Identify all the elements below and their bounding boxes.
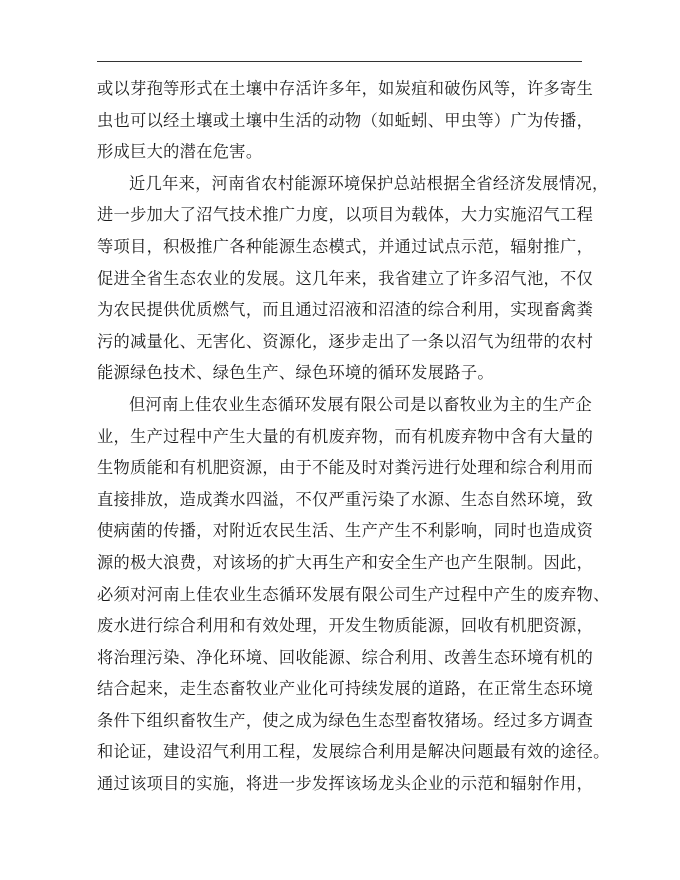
- paragraph-2-line: 促进全省生态农业的发展。这几年来，我省建立了许多沼气池，不仅: [97, 268, 594, 288]
- paragraph-1-line: 虫也可以经土壤或土壤中生活的动物（如蚯蚓、甲虫等）广为传播，: [97, 110, 594, 130]
- paragraph-2-line: 等项目，积极推广各种能源生态模式，并通过试点示范，辐射推广，: [97, 236, 594, 256]
- paragraph-3-line: 源的极大浪费，对该场的扩大再生产和安全生产也产生限制。因此，: [97, 552, 594, 572]
- paragraph-3-line: 业，生产过程中产生大量的有机废弃物，而有机废弃物中含有大量的: [97, 426, 594, 446]
- paragraph-2-line: 进一步加大了沼气技术推广力度，以项目为载体，大力实施沼气工程: [97, 205, 594, 225]
- paragraph-3-line: 生物质能和有机肥资源，由于不能及时对粪污进行处理和综合利用而: [97, 458, 594, 478]
- paragraph-2-line: 能源绿色技术、绿色生产、绿色环境的循环发展路子。: [97, 363, 494, 383]
- paragraph-1-line: 或以芽孢等形式在土壤中存活许多年，如炭疽和破伤风等，许多寄生: [97, 79, 594, 98]
- paragraph-3-line: 条件下组织畜牧生产，使之成为绿色生态型畜牧猪场。经过多方调查: [97, 710, 594, 730]
- paragraph-3-line: 使病菌的传播，对附近农民生活、生产产生不利影响，同时也造成资: [97, 521, 594, 541]
- paragraph-1-line: 形成巨大的潜在危害。: [97, 142, 263, 162]
- header-rule: [97, 61, 582, 62]
- paragraph-2-line: 为农民提供优质燃气，而且通过沼液和沼渣的综合利用，实现畜禽粪: [97, 300, 594, 320]
- paragraph-3-line: 但河南上佳农业生态循环发展有限公司是以畜牧业为主的生产企: [129, 394, 593, 414]
- paragraph-3-line: 结合起来，走生态畜牧业产业化可持续发展的道路，在正常生态环境: [97, 679, 594, 699]
- paragraph-3-line: 必须对河南上佳农业生态循环发展有限公司生产过程中产生的废弃物、: [97, 584, 610, 604]
- paragraph-3-line: 废水进行综合利用和有效处理，开发生物质能源，回收有机肥资源，: [97, 616, 594, 636]
- paragraph-2-line: 污的减量化、无害化、资源化，逐步走出了一条以沼气为纽带的农村: [97, 331, 594, 351]
- paragraph-3-line: 和论证，建设沼气利用工程，发展综合利用是解决问题最有效的途径。: [97, 742, 610, 762]
- paragraph-3-line: 通过该项目的实施，将进一步发挥该场龙头企业的示范和辐射作用，: [97, 774, 594, 794]
- paragraph-3-line: 将治理污染、净化环境、回收能源、综合利用、改善生态环境有机的: [97, 647, 594, 667]
- body-text: [97, 73, 610, 800]
- paragraph-3-line: 直接排放，造成粪水四溢，不仅严重污染了水源、生态自然环境，致: [97, 489, 594, 509]
- paragraph-2-line: 近几年来，河南省农村能源环境保护总站根据全省经济发展情况，: [129, 173, 609, 193]
